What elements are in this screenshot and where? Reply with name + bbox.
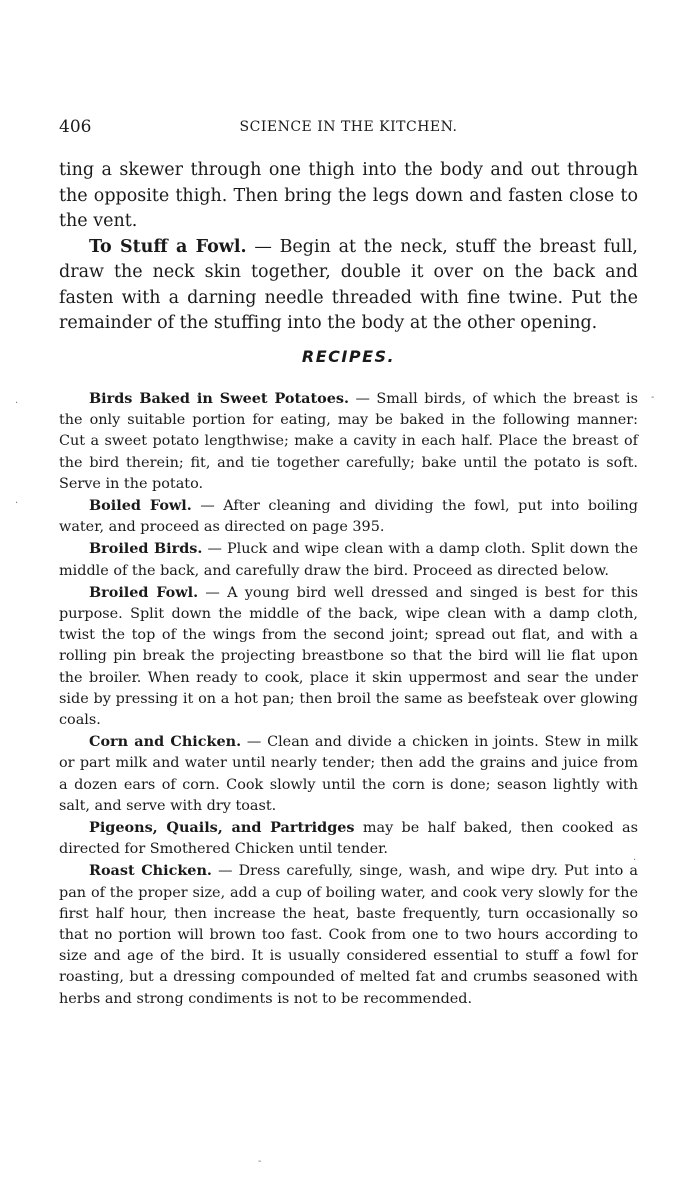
recipe-broiled-fowl — [59, 582, 638, 731]
recipe-body: — Clean and divide a chicken in joints. Stew in milk or part milk and water until nearly tender; then add the grains and juice from a dozen ears of corn. Cook slowly until the corn is done; season lightly with salt, and serve with dry toast. — [59, 734, 638, 814]
recipe-corn-chicken — [59, 731, 638, 817]
recipes-list — [59, 388, 638, 1010]
stuff-fowl-body: — Begin at the neck, stuff the breast full, draw the neck skin together, double it over on the back and fasten with a darning needle threaded with fine twine. Put the remainder of the stuffing into the body at the other opening. — [59, 236, 638, 333]
recipe-body: — A young bird well dressed and singed is best for this purpose. Split down the middle of the back, wipe clean with a damp cloth, twist the top of the wings from the second joint; spread out flat, and with a rolling pin break the projecting breastbone so that the bird will lie flat upon the broiler. When ready to cook, place it skin uppermost and sear the under side by pressing it on a hot pan; then broil the same as beefsteak over glowing coals. — [59, 584, 638, 729]
margin-mark: - — [651, 392, 655, 403]
recipe-roast-chicken — [59, 860, 638, 1009]
recipe-broiled-birds — [59, 538, 638, 581]
recipe-birds-baked — [59, 388, 638, 495]
recipe-boiled-fowl — [59, 495, 638, 538]
page-number: 406 — [59, 117, 92, 137]
margin-mark: · — [633, 855, 637, 866]
continuation-paragraph: ting a skewer through one thigh into the body and out through the opposite thigh. Then bring the legs down and fasten close to the vent. — [59, 160, 638, 231]
recipe-title: Corn and Chicken. — [89, 733, 242, 751]
stuff-fowl-paragraph — [59, 235, 638, 337]
recipe-title: Boiled Fowl. — [89, 497, 192, 515]
running-head — [59, 117, 638, 139]
recipe-body: may be half baked, then cooked as directed for Smothered Chicken until tender. — [59, 820, 638, 858]
stuff-fowl-title: To Stuff a Fowl. — [89, 236, 247, 257]
recipe-body: — After cleaning and dividing the fowl, put into boiling water, and proceed as directed on page 395. — [59, 498, 638, 536]
margin-mark: · — [15, 498, 19, 509]
margin-mark: · — [15, 398, 19, 409]
recipe-title: Pigeons, Quails, and Partridges — [89, 819, 355, 837]
recipe-title: Birds Baked in Sweet Potatoes. — [89, 390, 349, 407]
recipe-body: — Dress carefully, singe, wash, and wipe dry. Put into a pan of the proper size, add a cup of boiling water, and cook very slowly for the first half hour, then increase the heat, baste frequently, turn occasionally so that no portion will brown too fast. Cook from one to two hours according to size and age of the bird. It is usually considered essential to stuff a fowl for roasting, but a dressing compounded of melted fat and crumbs seasoned with herbs and strong condiments is not to be recommended. — [59, 863, 638, 1007]
recipe-body: — Pluck and wipe clean with a damp cloth. Split down the middle of the back, and carefully draw the bird. Proceed as directed below. — [59, 541, 639, 579]
recipe-title: Broiled Birds. — [89, 540, 203, 558]
margin-mark: - — [258, 1156, 262, 1167]
running-title: SCIENCE IN THE KITCHEN. — [239, 119, 458, 135]
recipe-title: Roast Chicken. — [89, 862, 212, 880]
recipe-title: Broiled Fowl. — [89, 583, 199, 601]
recipes-heading: RECIPES. — [301, 347, 396, 366]
intro-text — [59, 158, 638, 337]
recipe-body: — Small birds, of which the breast is the only suitable portion for eating, may be baked in the following manner: Cut a sweet potato lengthwise; make a cavity in each half. Place the breast of the bird therein; fit, and tie together carefully; bake until the potato is soft. Serve in the potato. — [59, 391, 638, 492]
recipe-pigeons — [59, 817, 638, 860]
